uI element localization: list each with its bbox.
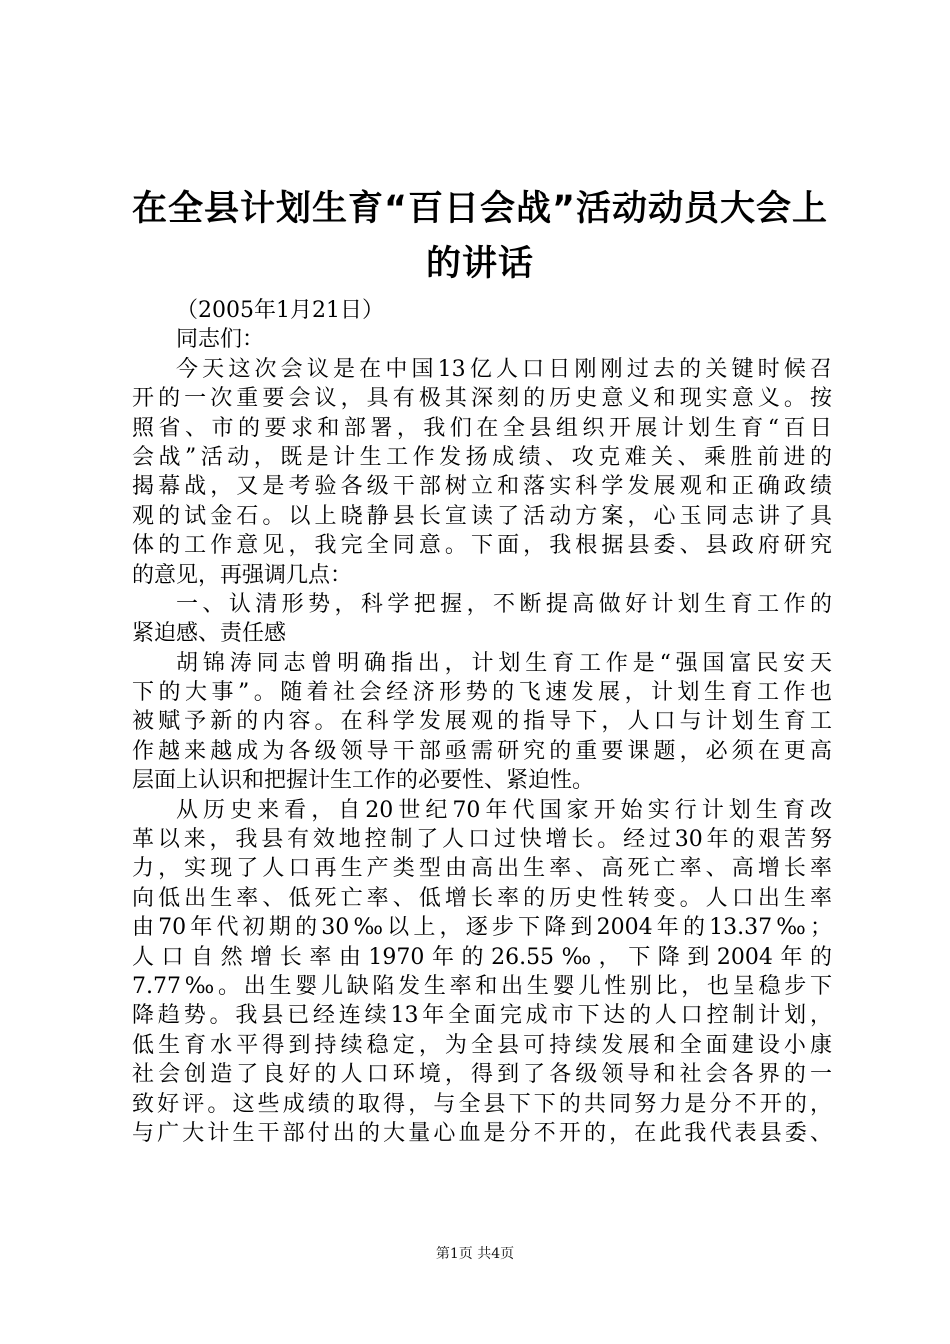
body-line: 层面上认识和把握计生工作的必要性、紧迫性。 <box>132 768 595 794</box>
body-line: 向低出生率、低死亡率、低增长率的历史性转变。人口出生率 <box>132 885 832 911</box>
body-line: 同志们： <box>176 327 265 353</box>
body-line: 7.77‰。出生婴儿缺陷发生率和出生婴儿性别比，也呈稳步下 <box>132 973 832 999</box>
body-line: 降趋势。我县已经连续13年全面完成市下达的人口控制计划， <box>132 1003 832 1029</box>
page-footer: 第1页 共4页 <box>435 1246 515 1262</box>
body-line: 社会创造了良好的人口环境，得到了各级领导和社会各界的一 <box>132 1062 832 1088</box>
body-line: 的意见，再强调几点： <box>132 562 353 588</box>
body-line: 作越来越成为各级领导干部亟需研究的重要课题，必须在更高 <box>132 738 832 764</box>
body-line: 胡锦涛同志曾明确指出，计划生育工作是“强国富民安天 <box>176 650 832 676</box>
title-line-2: 的讲话 <box>425 244 534 284</box>
body-line: 一、认清形势，科学把握，不断提高做好计划生育工作的 <box>176 591 832 617</box>
body-line: 致好评。这些成绩的取得，与全县下下的共同努力是分不开的， <box>132 1091 832 1117</box>
document-title <box>100 182 860 292</box>
document-body <box>132 296 832 1148</box>
body-line: 从历史来看，自20世纪70年代国家开始实行计划生育改 <box>176 797 832 823</box>
body-line: 低生育水平得到持续稳定，为全县可持续发展和全面建设小康 <box>132 1032 832 1058</box>
body-line: （2005年1月21日） <box>176 298 384 323</box>
body-line: 今天这次会议是在中国13亿人口日刚刚过去的关键时候召 <box>176 356 832 382</box>
body-line: 下的大事”。随着社会经济形势的飞速发展，计划生育工作也 <box>132 680 832 706</box>
body-line: 人口自然增长率由1970年的26.55‰，下降到2004年的 <box>132 944 832 970</box>
body-line: 开的一次重要会议，具有极其深刻的历史意义和现实意义。按 <box>132 386 832 412</box>
title-line-1: 在全县计划生育“百日会战”活动动员大会上 <box>131 189 828 229</box>
body-line: 与广大计生干部付出的大量心血是分不开的，在此我代表县委、 <box>132 1120 832 1146</box>
body-line: 紧迫感、责任感 <box>132 621 287 647</box>
body-line: 观的试金石。以上晓静县长宣读了活动方案，心玉同志讲了具 <box>132 503 832 529</box>
body-line: 揭幕战，又是考验各级干部树立和落实科学发展观和正确政绩 <box>132 474 832 500</box>
body-line: 被赋予新的内容。在科学发展观的指导下，人口与计划生育工 <box>132 709 832 735</box>
body-line: 会战”活动，既是计生工作发扬成绩、攻克难关、乘胜前进的 <box>132 444 832 470</box>
body-line: 革以来，我县有效地控制了人口过快增长。经过30年的艰苦努 <box>132 827 832 853</box>
body-line: 体的工作意见，我完全同意。下面，我根据县委、县政府研究 <box>132 533 832 559</box>
body-line: 力，实现了人口再生产类型由高出生率、高死亡率、高增长率 <box>132 856 832 882</box>
body-line: 由70年代初期的30‰以上，逐步下降到2004年的13.37‰； <box>132 915 832 941</box>
body-line: 照省、市的要求和部署，我们在全县组织开展计划生育“百日 <box>132 415 832 441</box>
